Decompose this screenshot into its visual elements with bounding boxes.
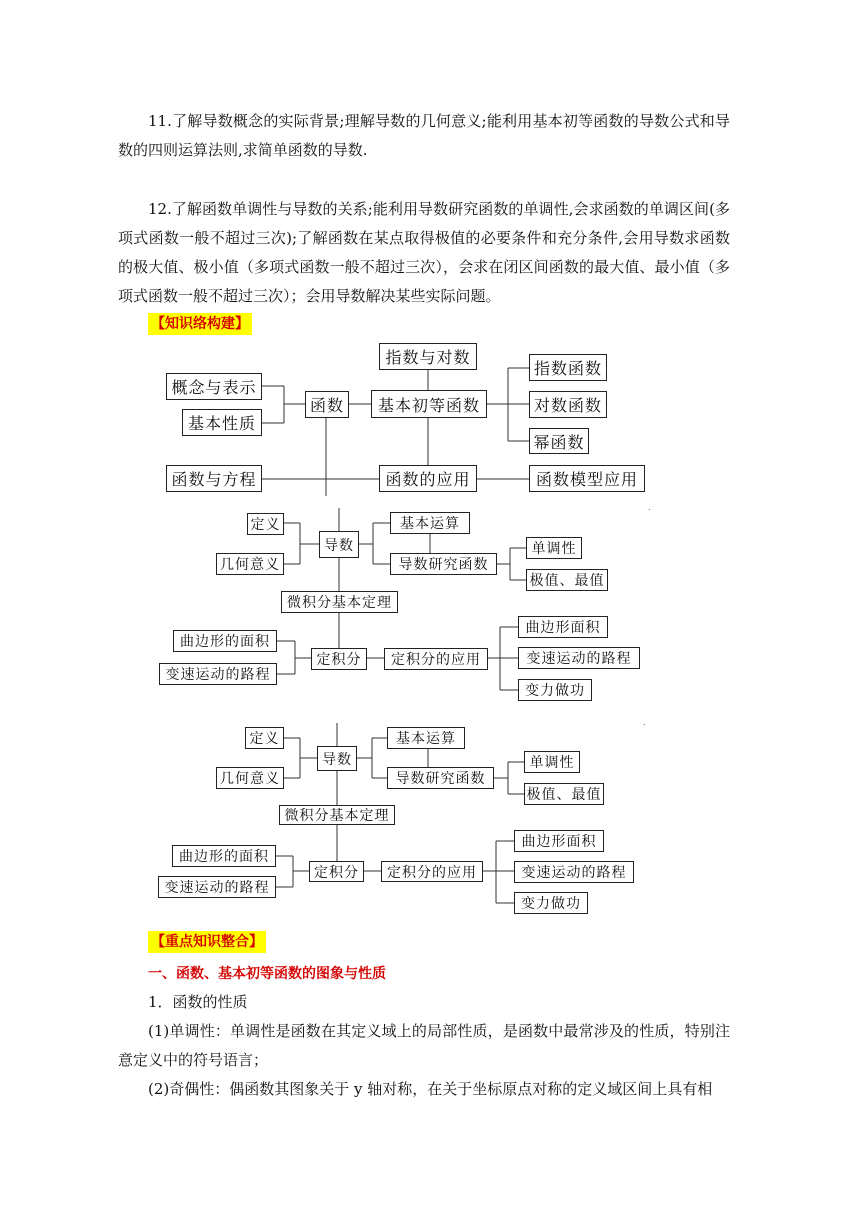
box-basic-operation: 基本运算 (387, 727, 465, 749)
box-definite-integral: 定积分 (309, 861, 364, 882)
box-definition: 定义 (247, 513, 284, 535)
box-exponential-function: 指数函数 (529, 354, 607, 381)
box-curved-area-right: 曲边形面积 (518, 616, 608, 638)
box-variable-force-work: 变力做功 (514, 892, 588, 914)
box-curved-area-right: 曲边形面积 (514, 830, 604, 852)
box-basic-operation: 基本运算 (390, 512, 470, 534)
box-function: 函数 (305, 391, 349, 418)
box-definition: 定义 (245, 727, 284, 749)
box-extremum: 极值、最值 (526, 569, 608, 591)
box-integral-application: 定积分的应用 (384, 648, 488, 670)
box-extremum: 极值、最值 (524, 783, 604, 805)
item-function-properties: 1．函数的性质 (148, 993, 248, 1011)
box-curved-area: 曲边形的面积 (173, 630, 277, 652)
box-variable-motion-right: 变速运动的路程 (518, 647, 640, 669)
box-derivative-study-function: 导数研究函数 (390, 553, 497, 575)
box-derivative-study-function: 导数研究函数 (387, 767, 494, 789)
paragraph-parity: (2)奇偶性：偶函数其图象关于 y 轴对称，在关于坐标原点对称的定义域区间上具有相 (148, 1080, 713, 1098)
box-variable-motion-distance: 变速运动的路程 (158, 876, 276, 898)
box-function-equation: 函数与方程 (166, 465, 262, 492)
box-variable-motion-right: 变速运动的路程 (514, 861, 634, 883)
box-integral-application: 定积分的应用 (381, 861, 483, 882)
box-variable-motion-distance: 变速运动的路程 (159, 663, 277, 685)
box-logarithmic-function: 对数函数 (529, 391, 607, 418)
box-exponent-logarithm: 指数与对数 (379, 343, 477, 370)
section-key-title: 【重点知识整合】 (148, 931, 266, 953)
box-monotonicity: 单调性 (526, 537, 582, 559)
paragraph-monotonicity: (1)单调性：单调性是函数在其定义域上的局部性质，是函数中最常涉及的性质，特别注意定义中的符号语言； (118, 1022, 730, 1069)
box-basic-properties: 基本性质 (182, 409, 262, 436)
box-variable-force-work: 变力做功 (518, 679, 592, 701)
box-geometric-meaning: 几何意义 (216, 767, 284, 789)
box-function-model-application: 函数模型应用 (529, 465, 645, 492)
section-network-title: 【知识络构建】 (148, 313, 252, 335)
box-function-application: 函数的应用 (379, 465, 477, 492)
box-fundamental-theorem: 微积分基本定理 (281, 591, 398, 613)
dot-mark-2: . (643, 718, 646, 727)
box-concept-representation: 概念与表示 (166, 373, 262, 400)
box-curved-area: 曲边形的面积 (172, 845, 276, 867)
box-definite-integral: 定积分 (311, 648, 367, 670)
box-derivative: 导数 (317, 746, 357, 771)
dot-mark-1: . (648, 503, 651, 512)
box-monotonicity: 单调性 (524, 751, 580, 773)
box-derivative: 导数 (319, 531, 359, 558)
box-fundamental-theorem: 微积分基本定理 (279, 805, 395, 825)
paragraph-12: 12.了解函数单调性与导数的关系;能利用导数研究函数的单调性,会求函数的单调区间(多项式函数一般不超过三次);了解函数在某点取得极值的必要条件和充分条件,会用导数求函数的极大值、极小值（多项式函数一般不超过三次），会求在闭区间函数的最大值、最小值（多项式函数一般不超过三次）；会用导数解决某些实际问题。 (118, 200, 730, 305)
box-basic-elementary-functions: 基本初等函数 (371, 390, 487, 418)
heading-functions-graphs: 一、函数、基本初等函数的图象与性质 (148, 966, 386, 982)
box-geometric-meaning: 几何意义 (216, 553, 284, 575)
box-power-function: 幂函数 (529, 428, 589, 454)
paragraph-11: 11.了解导数概念的实际背景;理解导数的几何意义;能利用基本初等函数的导数公式和导数的四则运算法则,求简单函数的导数. (118, 112, 730, 159)
